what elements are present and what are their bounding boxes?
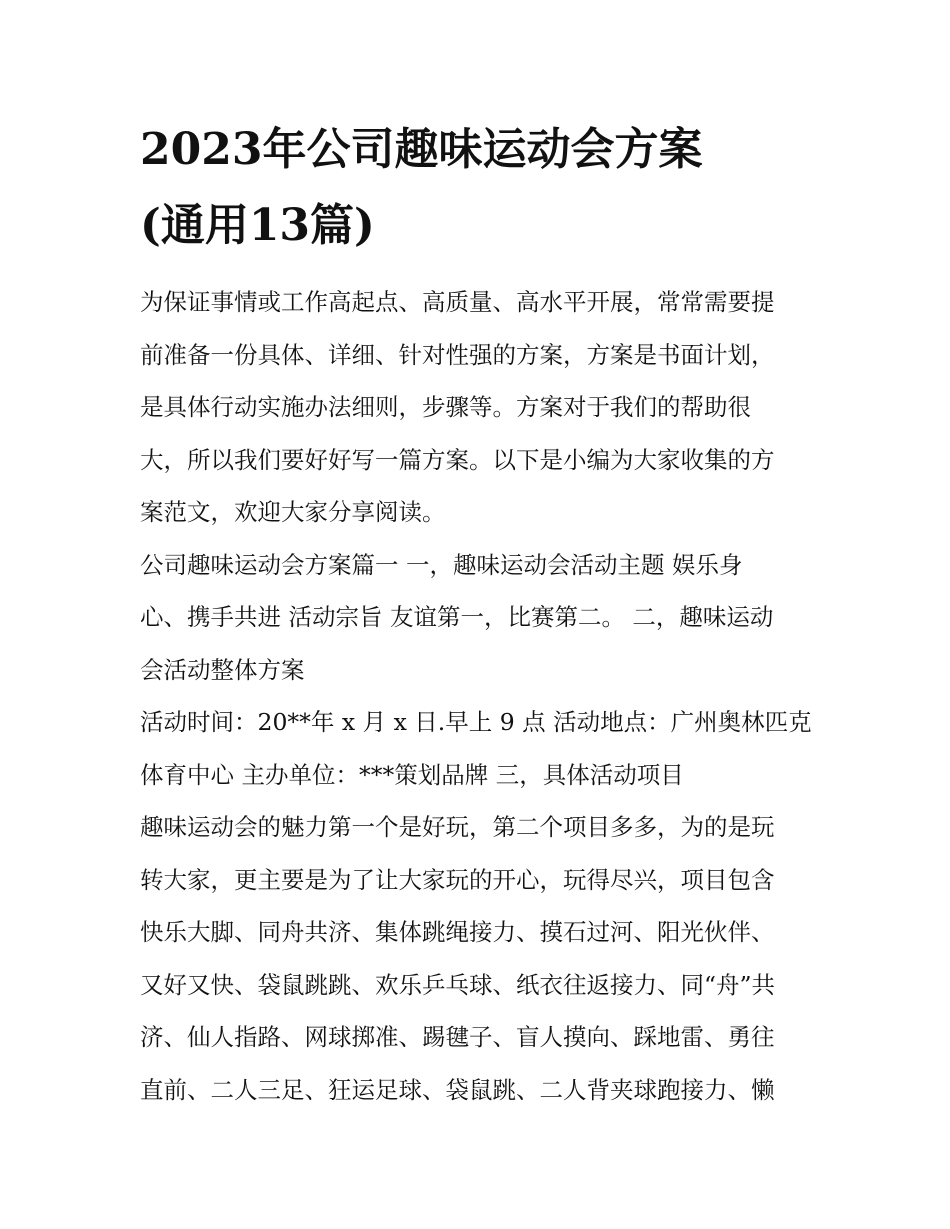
activities-paragraph: [140, 801, 820, 1116]
text-line: 会活动整体方案: [140, 655, 305, 684]
text-line: 是具体行动实施办法细则，步骤等。方案对于我们的帮助很: [140, 393, 751, 421]
text-line: 快乐大脚、同舟共济、集体跳绳接力、摸石过河、阳光伙伴、: [140, 918, 775, 946]
document-body: [140, 276, 820, 1116]
section-one-paragraph: [140, 539, 820, 697]
text-line: 前准备一份具体、详细、针对性强的方案，方案是书面计划，: [140, 340, 775, 369]
intro-paragraph: [140, 276, 820, 539]
text-line: 转大家，更主要是为了让大家玩的开心，玩得尽兴，项目包含: [140, 865, 775, 894]
text-line: 济、仙人指路、网球掷准、踢毽子、盲人摸向、踩地雷、勇往: [140, 1023, 775, 1051]
text-line: 案范文，欢迎大家分享阅读。: [140, 498, 446, 526]
text-line: 趣味运动会的魅力第一个是好玩，第二个项目多多，为的是玩: [140, 813, 775, 841]
text-line: 活动时间：20**年 x 月 x 日.早上 9 点 活动地点：广州奥林匹克: [140, 708, 812, 736]
title-line: 2023年公司趣味运动会方案: [140, 124, 703, 175]
text-line: 直前、二人三足、狂运足球、袋鼠跳、二人背夹球跑接力、懒: [140, 1075, 775, 1104]
document-title: [140, 112, 820, 264]
text-line: 体育中心 主办单位：***策划品牌 三，具体活动项目: [140, 760, 684, 789]
text-line: 大，所以我们要好好写一篇方案。以下是小编为大家收集的方: [140, 445, 775, 474]
event-details-paragraph: [140, 696, 820, 801]
text-line: 公司趣味运动会方案篇一 一，趣味运动会活动主题 娱乐身: [140, 550, 743, 579]
text-line: 心、携手共进 活动宗旨 友谊第一，比赛第二。 二，趣味运动: [140, 603, 774, 631]
title-line: (通用13篇): [140, 200, 375, 251]
text-line: 为保证事情或工作高起点、高质量、高水平开展，常常需要提: [140, 288, 775, 316]
text-line: 又好又快、袋鼠跳跳、欢乐乒乓球、纸衣往返接力、同“舟”共: [140, 970, 776, 999]
